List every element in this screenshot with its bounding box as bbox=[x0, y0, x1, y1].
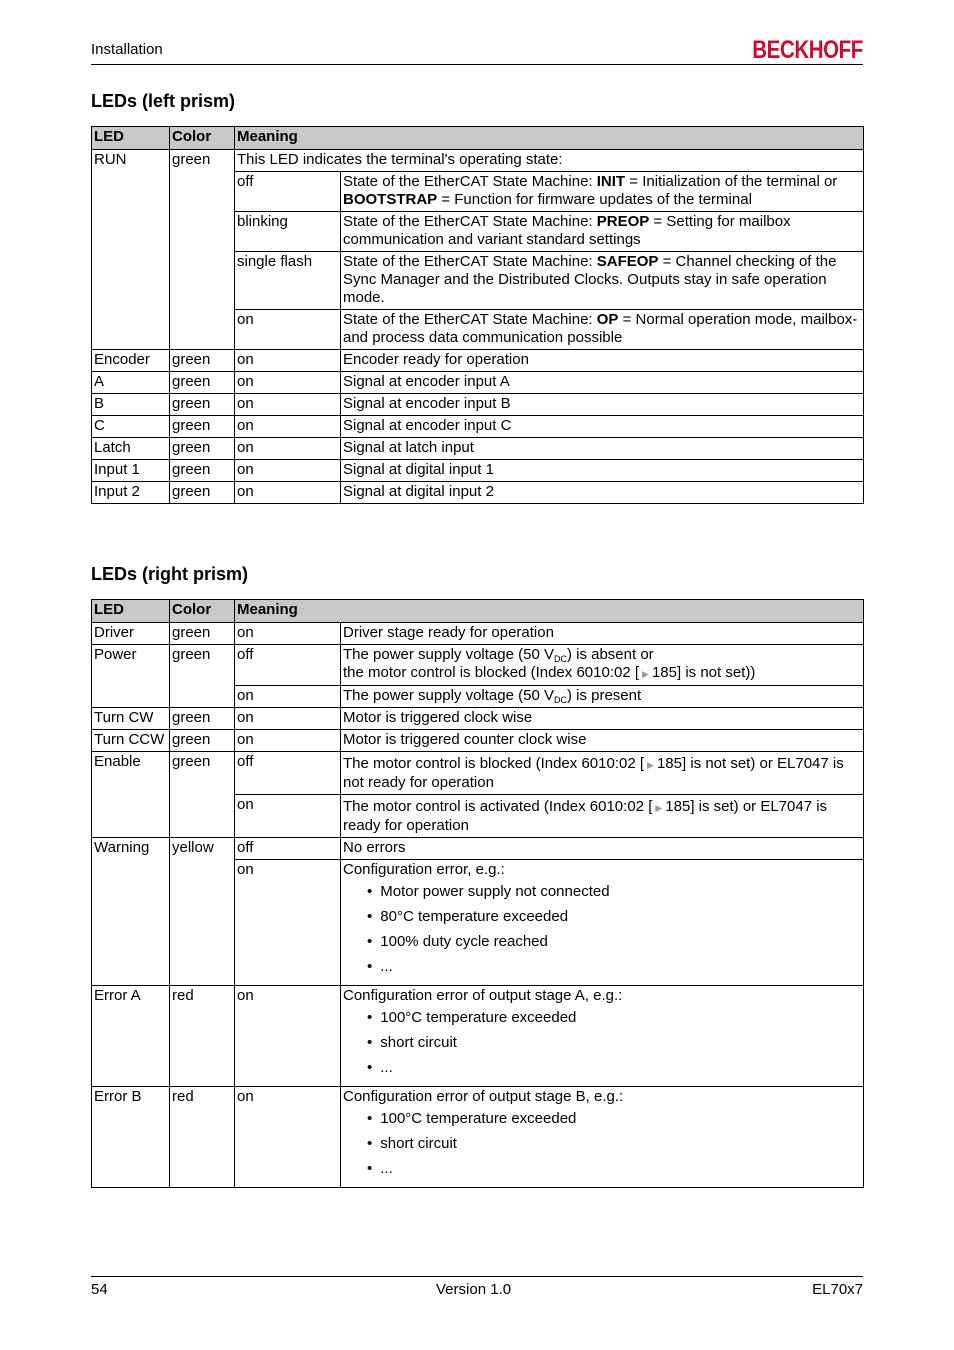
table-row bbox=[92, 645, 864, 686]
column-header-meaning: Meaning bbox=[235, 600, 864, 623]
left-prism-heading: LEDs (left prism) bbox=[91, 91, 236, 111]
meaning-cell: Motor is triggered clock wise bbox=[341, 708, 864, 730]
list-item: • 100°C temperature exceeded bbox=[367, 1110, 861, 1128]
led-cell: A bbox=[92, 372, 170, 394]
color-cell: green bbox=[170, 394, 235, 416]
meaning-cell: State of the EtherCAT State Machine: SAFEOP = Channel checking of the Sync Manager and the Distributed Clocks. Outputs stay in safe operation mode. bbox=[341, 252, 864, 310]
color-cell: green bbox=[170, 482, 235, 504]
table-row bbox=[92, 730, 864, 752]
table-row bbox=[92, 460, 864, 482]
meaning-cell: State of the EtherCAT State Machine: OP = Normal operation mode, mailbox- and process data communication possible bbox=[341, 310, 864, 350]
led-cell: Turn CCW bbox=[92, 730, 170, 752]
state-cell: blinking bbox=[235, 212, 341, 252]
led-cell: Error A bbox=[92, 986, 170, 1087]
table-row bbox=[92, 986, 864, 1087]
index-link[interactable]: 6010:02 bbox=[581, 755, 636, 772]
page-footer bbox=[91, 1276, 863, 1307]
beckhoff-logo: BECKHOFF bbox=[752, 36, 863, 64]
list-item: • 100°C temperature exceeded bbox=[367, 1009, 861, 1027]
state-cell: on bbox=[235, 623, 341, 645]
color-cell: green bbox=[170, 708, 235, 730]
meaning-cell: Signal at encoder input B bbox=[341, 394, 864, 416]
page-link[interactable]: 185 bbox=[656, 755, 682, 772]
state-cell: on bbox=[235, 795, 341, 838]
list-item: • ... bbox=[367, 1059, 861, 1077]
state-cell: off bbox=[235, 645, 341, 686]
led-cell: RUN bbox=[92, 150, 170, 350]
color-cell: green bbox=[170, 372, 235, 394]
state-cell: on bbox=[235, 482, 341, 504]
page-link[interactable]: 185 bbox=[665, 798, 691, 815]
table-row bbox=[92, 752, 864, 795]
table-row bbox=[92, 438, 864, 460]
table-row bbox=[92, 150, 864, 172]
meaning-cell: The motor control is activated (Index 6010:02 [ ▶ 185] is set) or EL7047 is ready for operation bbox=[341, 795, 864, 838]
color-cell: green bbox=[170, 623, 235, 645]
meaning-cell: Motor is triggered counter clock wise bbox=[341, 730, 864, 752]
meaning-cell: Signal at encoder input C bbox=[341, 416, 864, 438]
link-arrow-icon: ▶ bbox=[647, 760, 654, 770]
meaning-cell: The motor control is blocked (Index 6010:02 [ ▶ 185] is not set) or EL7047 is not ready for operation bbox=[341, 752, 864, 795]
led-cell: Driver bbox=[92, 623, 170, 645]
table-row bbox=[92, 482, 864, 504]
color-cell: green bbox=[170, 150, 235, 350]
table-header-row bbox=[92, 600, 864, 623]
meaning-cell: This LED indicates the terminal's operating state: bbox=[235, 150, 864, 172]
meaning-cell: State of the EtherCAT State Machine: INIT = Initialization of the terminal or BOOTSTRAP = Function for firmware updates of the terminal bbox=[341, 172, 864, 212]
color-cell: red bbox=[170, 986, 235, 1087]
document-version: Version 1.0 bbox=[436, 1281, 512, 1298]
right-prism-table bbox=[91, 599, 864, 1188]
left-prism-table bbox=[91, 126, 864, 504]
led-cell: Turn CW bbox=[92, 708, 170, 730]
list-item: • short circuit bbox=[367, 1135, 861, 1153]
color-cell: green bbox=[170, 460, 235, 482]
state-cell: on bbox=[235, 860, 341, 986]
state-cell: on bbox=[235, 1087, 341, 1188]
bullet-list bbox=[343, 1009, 861, 1077]
table-row bbox=[92, 708, 864, 730]
state-cell: on bbox=[235, 438, 341, 460]
led-cell: Input 2 bbox=[92, 482, 170, 504]
meaning-cell: Configuration error, e.g.: • Motor power supply not connected • 80°C temperature exceeded • 100% duty cycle reached • ... bbox=[341, 860, 864, 986]
meaning-cell: The power supply voltage (50 $V_{DC}$) is present bbox=[341, 686, 864, 708]
product-name: EL70x7 bbox=[812, 1281, 863, 1298]
state-cell: on bbox=[235, 708, 341, 730]
page-link[interactable]: 185 bbox=[651, 664, 677, 681]
state-cell: on bbox=[235, 394, 341, 416]
table-row bbox=[92, 350, 864, 372]
column-header-meaning: Meaning bbox=[235, 127, 864, 150]
meaning-cell: Configuration error of output stage B, e.g.: • 100°C temperature exceeded • short circuit • ... bbox=[341, 1087, 864, 1188]
table-header-row bbox=[92, 127, 864, 150]
state-cell: on bbox=[235, 460, 341, 482]
state-cell: on bbox=[235, 986, 341, 1087]
list-item: • 80°C temperature exceeded bbox=[367, 908, 861, 926]
column-header-led: LED bbox=[92, 127, 170, 150]
list-item: • Motor power supply not connected bbox=[367, 883, 861, 901]
table-row bbox=[92, 394, 864, 416]
page-header bbox=[91, 38, 863, 65]
index-link[interactable]: 6010:02 bbox=[589, 798, 645, 815]
state-cell: on bbox=[235, 686, 341, 708]
right-prism-heading: LEDs (right prism) bbox=[91, 564, 249, 584]
led-cell: Input 1 bbox=[92, 460, 170, 482]
meaning-cell: The power supply voltage (50 $V_{DC}$) is absent or the motor control is blocked (Index 6010:02 [ ▶ 185] is not set)) bbox=[341, 645, 864, 686]
led-cell: C bbox=[92, 416, 170, 438]
list-item: • ... bbox=[367, 958, 861, 976]
led-cell: Warning bbox=[92, 838, 170, 986]
index-link[interactable]: 6010:02 bbox=[576, 664, 631, 681]
color-cell: yellow bbox=[170, 838, 235, 986]
led-cell: Enable bbox=[92, 752, 170, 838]
color-cell: green bbox=[170, 752, 235, 838]
color-cell: green bbox=[170, 730, 235, 752]
list-item: • ... bbox=[367, 1160, 861, 1178]
state-cell: off bbox=[235, 838, 341, 860]
table-row bbox=[92, 1087, 864, 1188]
table-row bbox=[92, 623, 864, 645]
bullet-list bbox=[343, 1110, 861, 1178]
led-cell: Latch bbox=[92, 438, 170, 460]
state-cell: on bbox=[235, 416, 341, 438]
page-number: 54 bbox=[91, 1281, 108, 1298]
led-cell: Power bbox=[92, 645, 170, 708]
meaning-cell: Signal at digital input 2 bbox=[341, 482, 864, 504]
state-cell: off bbox=[235, 752, 341, 795]
meaning-cell: Signal at digital input 1 bbox=[341, 460, 864, 482]
led-cell: Encoder bbox=[92, 350, 170, 372]
bullet-list bbox=[343, 883, 861, 976]
list-item: • short circuit bbox=[367, 1034, 861, 1052]
color-cell: green bbox=[170, 416, 235, 438]
column-header-color: Color bbox=[170, 600, 235, 623]
meaning-cell: No errors bbox=[341, 838, 864, 860]
state-cell: on bbox=[235, 730, 341, 752]
table-row bbox=[92, 372, 864, 394]
state-cell: on bbox=[235, 310, 341, 350]
state-cell: on bbox=[235, 372, 341, 394]
table-row bbox=[92, 838, 864, 860]
link-arrow-icon: ▶ bbox=[655, 803, 663, 813]
led-cell: B bbox=[92, 394, 170, 416]
column-header-color: Color bbox=[170, 127, 235, 150]
led-cell: Error B bbox=[92, 1087, 170, 1188]
meaning-cell: State of the EtherCAT State Machine: PREOP = Setting for mailbox communication and variant standard settings bbox=[341, 212, 864, 252]
meaning-cell: Configuration error of output stage A, e.g.: • 100°C temperature exceeded • short circuit • ... bbox=[341, 986, 864, 1087]
link-arrow-icon: ▶ bbox=[642, 669, 649, 679]
table-row bbox=[92, 416, 864, 438]
color-cell: green bbox=[170, 645, 235, 708]
meaning-cell: Signal at latch input bbox=[341, 438, 864, 460]
meaning-cell: Driver stage ready for operation bbox=[341, 623, 864, 645]
state-cell: single flash bbox=[235, 252, 341, 310]
column-header-led: LED bbox=[92, 600, 170, 623]
state-cell: on bbox=[235, 350, 341, 372]
meaning-cell: Encoder ready for operation bbox=[341, 350, 864, 372]
color-cell: red bbox=[170, 1087, 235, 1188]
color-cell: green bbox=[170, 350, 235, 372]
color-cell: green bbox=[170, 438, 235, 460]
state-cell: off bbox=[235, 172, 341, 212]
meaning-cell: Signal at encoder input A bbox=[341, 372, 864, 394]
header-section-title: Installation bbox=[91, 41, 163, 58]
list-item: • 100% duty cycle reached bbox=[367, 933, 861, 951]
